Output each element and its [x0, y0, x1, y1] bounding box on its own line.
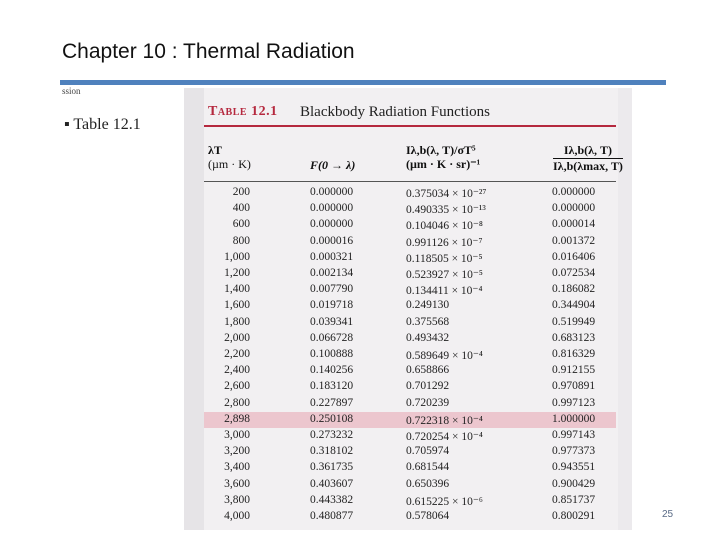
table-cell: 0.072534 — [552, 267, 596, 279]
table-cell: 1.000000 — [552, 412, 596, 425]
table-cell: 0.318102 — [310, 445, 354, 458]
table-cell: 0.001372 — [552, 234, 596, 247]
table-cell: 0.658866 — [406, 364, 450, 377]
table-cell: 0.000000 — [552, 202, 596, 215]
table-cell: 3,200 — [224, 445, 250, 458]
title-divider — [60, 80, 666, 85]
scan-shadow-left — [184, 88, 204, 530]
table-cell: 0.997143 — [552, 429, 596, 441]
table-cell: 0.403607 — [310, 477, 354, 490]
table-cell: 1,600 — [224, 299, 250, 312]
table-row — [204, 315, 616, 331]
table-cell: 0.002134 — [310, 267, 354, 279]
table-cell: 0.250108 — [310, 412, 354, 425]
header-ratio: Iλ,b(λ, T) Iλ,b(λmax, T) — [553, 143, 623, 173]
page-number: 25 — [662, 509, 674, 520]
header-fraction: F(0 → λ) — [310, 158, 356, 172]
table-cell: 2,400 — [224, 364, 250, 377]
table-cell: 0.016406 — [552, 250, 596, 263]
table-cell: 1,200 — [224, 267, 250, 279]
table-cell: 0.480877 — [310, 510, 354, 522]
table-cell: 0.615225 × 10⁻⁶ — [406, 495, 483, 508]
table-cell: 0.800291 — [552, 510, 596, 522]
header-lambda-t: λT (µm · K) — [208, 143, 251, 171]
table-row — [204, 234, 616, 250]
table-cell: 200 — [232, 186, 250, 198]
table-cell: 0.705974 — [406, 445, 450, 458]
table-cell: 0.991126 × 10⁻⁷ — [406, 236, 483, 249]
table-row — [204, 250, 616, 266]
table-cell: 3,000 — [224, 429, 250, 441]
table-cell: 0.000321 — [310, 250, 354, 263]
table-cell: 400 — [232, 202, 250, 215]
table-row — [204, 347, 616, 363]
table-cell: 0.007790 — [310, 283, 354, 296]
table-cell: 0.970891 — [552, 380, 596, 393]
table-title: Blackbody Radiation Functions — [300, 104, 490, 120]
table-cell: 0.039341 — [310, 315, 354, 328]
slide-title: Chapter 10 : Thermal Radiation — [62, 40, 355, 63]
table-cell: 0.720239 — [406, 396, 450, 409]
cropped-text: ssion — [62, 86, 81, 96]
table-cell: 0.186082 — [552, 283, 596, 296]
table-cell: 0.000000 — [310, 202, 354, 215]
table-row — [204, 185, 616, 201]
table-row — [204, 509, 616, 525]
table-row — [204, 444, 616, 460]
table-cell: 2,600 — [224, 380, 250, 393]
table-cell: 2,000 — [224, 331, 250, 344]
table-cell: 0.490335 × 10⁻¹³ — [406, 204, 486, 217]
table-cell: 0.140256 — [310, 364, 354, 377]
table-cell: 0.000000 — [552, 186, 596, 198]
table-row — [204, 396, 616, 412]
table-cell: 0.851737 — [552, 493, 596, 506]
table-header-rule — [204, 181, 616, 182]
table-cell: 0.227897 — [310, 396, 354, 409]
table-cell: 3,800 — [224, 493, 250, 506]
table-cell: 0.000016 — [310, 234, 354, 247]
table-cell: 0.375034 × 10⁻²⁷ — [406, 188, 487, 200]
table-row — [204, 266, 616, 282]
table-cell: 0.816329 — [552, 348, 596, 360]
table-cell: 2,898 — [224, 412, 250, 425]
bullet-label: Table 12.1 — [73, 116, 141, 133]
table-cell: 0.519949 — [552, 315, 596, 328]
table-cell: 0.578064 — [406, 510, 450, 522]
table-cell: 0.249130 — [406, 299, 450, 312]
table-cell: 600 — [232, 218, 250, 231]
table-row — [204, 379, 616, 395]
table-cell: 0.443382 — [310, 493, 354, 506]
table-cell: 1,400 — [224, 283, 250, 296]
table-cell: 0.589649 × 10⁻⁴ — [406, 350, 483, 362]
table-cell: 0.000000 — [310, 218, 354, 231]
table-cell: 3,400 — [224, 461, 250, 474]
table-cell: 3,600 — [224, 477, 250, 490]
table-row — [204, 331, 616, 347]
table-cell: 0.912155 — [552, 364, 596, 377]
table-row-highlighted — [204, 412, 616, 428]
table-top-rule — [204, 125, 616, 127]
table-cell: 0.720254 × 10⁻⁴ — [406, 431, 483, 443]
table-cell: 0.977373 — [552, 445, 596, 458]
table-cell: 2,200 — [224, 348, 250, 360]
table-cell: 0.273232 — [310, 429, 354, 441]
bullet-item: ▪ Table 12.1 — [64, 116, 141, 133]
table-row — [204, 493, 616, 509]
table-cell: 0.000014 — [552, 218, 596, 231]
table-cell: 0.066728 — [310, 331, 354, 344]
table-cell: 0.375568 — [406, 315, 450, 328]
table-row — [204, 217, 616, 233]
table-cell: 4,000 — [224, 510, 250, 522]
table-cell: 0.118505 × 10⁻⁵ — [406, 252, 483, 265]
table-row — [204, 428, 616, 444]
table-cell: 0.100888 — [310, 348, 354, 360]
table-cell: 2,800 — [224, 396, 250, 409]
table-row — [204, 460, 616, 476]
table-cell: 0.701292 — [406, 380, 450, 393]
table-cell: 0.900429 — [552, 477, 596, 490]
table-cell: 0.183120 — [310, 380, 354, 393]
table-row — [204, 298, 616, 314]
table-label: Table 12.1 — [208, 104, 278, 119]
table-cell: 0.722318 × 10⁻⁴ — [406, 414, 483, 427]
table-cell: 0.344904 — [552, 299, 596, 312]
table-cell: 0.104046 × 10⁻⁸ — [406, 220, 483, 233]
table-row — [204, 363, 616, 379]
table-cell: 0.493432 — [406, 331, 450, 344]
table-cell: 0.523927 × 10⁻⁵ — [406, 269, 483, 281]
table-cell: 800 — [232, 234, 250, 247]
table-cell: 0.361735 — [310, 461, 354, 474]
table-cell: 0.997123 — [552, 396, 596, 409]
table-row — [204, 282, 616, 298]
table-cell: 0.650396 — [406, 477, 450, 490]
table-row — [204, 477, 616, 493]
table-cell: 0.000000 — [310, 186, 354, 198]
header-intensity: Iλ,b(λ, T)/σT⁵ (µm · K · sr)⁻¹ — [406, 143, 481, 171]
table-cell: 0.943551 — [552, 461, 596, 474]
table-cell: 0.134411 × 10⁻⁴ — [406, 285, 483, 298]
table-row — [204, 201, 616, 217]
table-cell: 0.681544 — [406, 461, 450, 474]
table-cell: 1,000 — [224, 250, 250, 263]
table-cell: 0.683123 — [552, 331, 596, 344]
table-cell: 0.019718 — [310, 299, 354, 312]
table-cell: 1,800 — [224, 315, 250, 328]
